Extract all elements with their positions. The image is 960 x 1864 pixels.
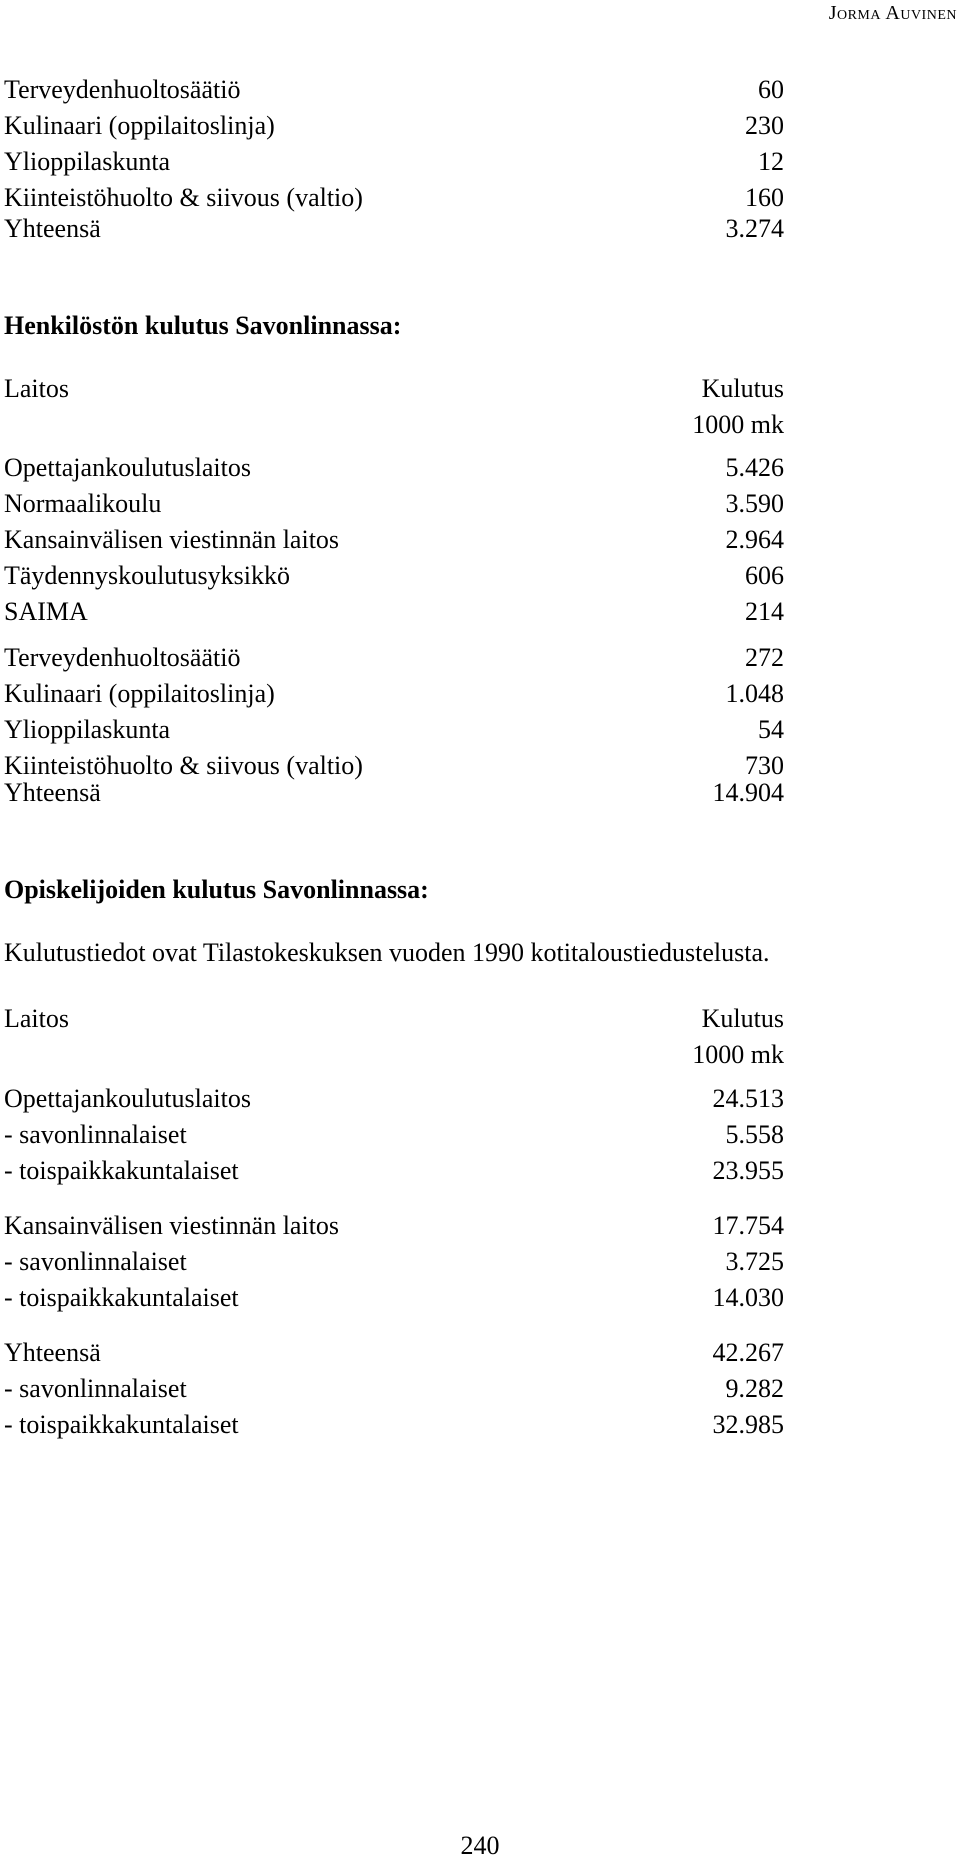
row-value: 12 xyxy=(758,147,784,176)
row-label: - savonlinnalaiset xyxy=(4,1247,187,1276)
row-label: Kulinaari (oppilaitoslinja) xyxy=(4,111,275,140)
students-section xyxy=(4,872,784,908)
row-value: 2.964 xyxy=(725,525,784,554)
row-label: Kulinaari (oppilaitoslinja) xyxy=(4,679,275,708)
row-value: 230 xyxy=(745,111,784,140)
students-group-3 xyxy=(4,1335,784,1443)
total-value: 3.274 xyxy=(725,214,784,243)
top-list xyxy=(4,72,784,216)
table-row xyxy=(4,1371,784,1407)
row-label: Kansainvälisen viestinnän laitos xyxy=(4,525,340,554)
row-label: Ylioppilaskunta xyxy=(4,715,171,744)
row-label: Opettajankoulutuslaitos xyxy=(4,1084,251,1113)
row-value: 54 xyxy=(758,715,784,744)
staff-group-1-rows xyxy=(4,450,784,630)
row-value: 23.955 xyxy=(712,1156,784,1185)
students-group-2 xyxy=(4,1208,784,1316)
students-group-2-rows xyxy=(4,1208,784,1316)
table-row xyxy=(4,1153,784,1189)
table-row xyxy=(4,522,784,558)
table-row xyxy=(4,1244,784,1280)
table-row xyxy=(4,712,784,748)
row-value: 42.267 xyxy=(712,1338,784,1367)
table-row xyxy=(4,1117,784,1153)
students-section-title: Opiskelijoiden kulutus Savonlinnassa: xyxy=(4,875,429,904)
column-header-kulutus: Kulutus xyxy=(701,374,784,403)
column-header-row xyxy=(4,371,784,407)
row-label: - savonlinnalaiset xyxy=(4,1374,187,1403)
row-value: 214 xyxy=(745,597,784,626)
column-unit: 1000 mk xyxy=(692,1040,784,1069)
row-label: Yhteensä xyxy=(4,1338,101,1367)
row-label: Normaalikoulu xyxy=(4,489,162,518)
row-label: - toispaikkakuntalaiset xyxy=(4,1410,239,1439)
row-value: 14.030 xyxy=(712,1283,784,1312)
row-value: 32.985 xyxy=(712,1410,784,1439)
top-list-total xyxy=(4,211,784,247)
column-header-row xyxy=(4,1001,784,1037)
row-value: 730 xyxy=(745,751,784,780)
top-list-rows xyxy=(4,72,784,216)
table-row xyxy=(4,72,784,108)
staff-group-1 xyxy=(4,450,784,630)
staff-total xyxy=(4,775,784,811)
total-label: Yhteensä xyxy=(4,214,101,243)
row-value: 272 xyxy=(745,643,784,672)
page-number: 240 xyxy=(460,1831,500,1860)
row-label: - savonlinnalaiset xyxy=(4,1120,187,1149)
table-row xyxy=(4,108,784,144)
row-value: 60 xyxy=(758,75,784,104)
row-label: Opettajankoulutuslaitos xyxy=(4,453,251,482)
table-row xyxy=(4,1280,784,1316)
row-label: Terveydenhuoltosäätiö xyxy=(4,75,241,104)
row-value: 3.590 xyxy=(725,489,784,518)
staff-group-2-rows xyxy=(4,640,784,784)
column-header-laitos: Laitos xyxy=(4,374,69,403)
total-label: Yhteensä xyxy=(4,778,101,807)
row-value: 1.048 xyxy=(725,679,784,708)
staff-column-header xyxy=(4,371,784,443)
total-value: 14.904 xyxy=(712,778,784,807)
column-header-laitos: Laitos xyxy=(4,1004,69,1033)
total-row xyxy=(4,775,784,811)
staff-section xyxy=(4,308,784,344)
students-source-note: Kulutustiedot ovat Tilastokeskuksen vuoden 1990 kotitaloustiedustelusta. xyxy=(4,938,770,967)
row-label: Kiinteistöhuolto & siivous (valtio) xyxy=(4,751,363,780)
row-value: 5.426 xyxy=(725,453,784,482)
row-value: 160 xyxy=(745,183,784,212)
staff-section-title: Henkilöstön kulutus Savonlinnassa: xyxy=(4,311,402,340)
table-row xyxy=(4,1081,784,1117)
total-row xyxy=(4,211,784,247)
table-row xyxy=(4,594,784,630)
row-label: SAIMA xyxy=(4,597,88,626)
row-label: Kiinteistöhuolto & siivous (valtio) xyxy=(4,183,363,212)
row-label: Terveydenhuoltosäätiö xyxy=(4,643,241,672)
students-group-1 xyxy=(4,1081,784,1189)
row-value: 606 xyxy=(745,561,784,590)
column-header-kulutus: Kulutus xyxy=(701,1004,784,1033)
students-group-1-rows xyxy=(4,1081,784,1189)
students-group-3-rows xyxy=(4,1335,784,1443)
table-row xyxy=(4,486,784,522)
row-value: 24.513 xyxy=(712,1084,784,1113)
row-label: - toispaikkakuntalaiset xyxy=(4,1156,239,1185)
staff-group-2 xyxy=(4,640,784,784)
table-row xyxy=(4,676,784,712)
students-note-block xyxy=(4,935,784,971)
row-value: 17.754 xyxy=(712,1211,784,1240)
row-label: - toispaikkakuntalaiset xyxy=(4,1283,239,1312)
table-row xyxy=(4,144,784,180)
row-label: Kansainvälisen viestinnän laitos xyxy=(4,1211,340,1240)
running-header-author: Jorma Auvinen xyxy=(828,2,957,24)
table-row xyxy=(4,640,784,676)
table-row xyxy=(4,1335,784,1371)
students-column-header xyxy=(4,1001,784,1073)
row-label: Täydennyskoulutusyksikkö xyxy=(4,561,290,590)
column-unit: 1000 mk xyxy=(692,410,784,439)
table-row xyxy=(4,1407,784,1443)
table-row xyxy=(4,1208,784,1244)
row-label: Ylioppilaskunta xyxy=(4,147,171,176)
table-row xyxy=(4,450,784,486)
table-row xyxy=(4,558,784,594)
row-value: 5.558 xyxy=(725,1120,784,1149)
row-value: 9.282 xyxy=(725,1374,784,1403)
row-value: 3.725 xyxy=(725,1247,784,1276)
